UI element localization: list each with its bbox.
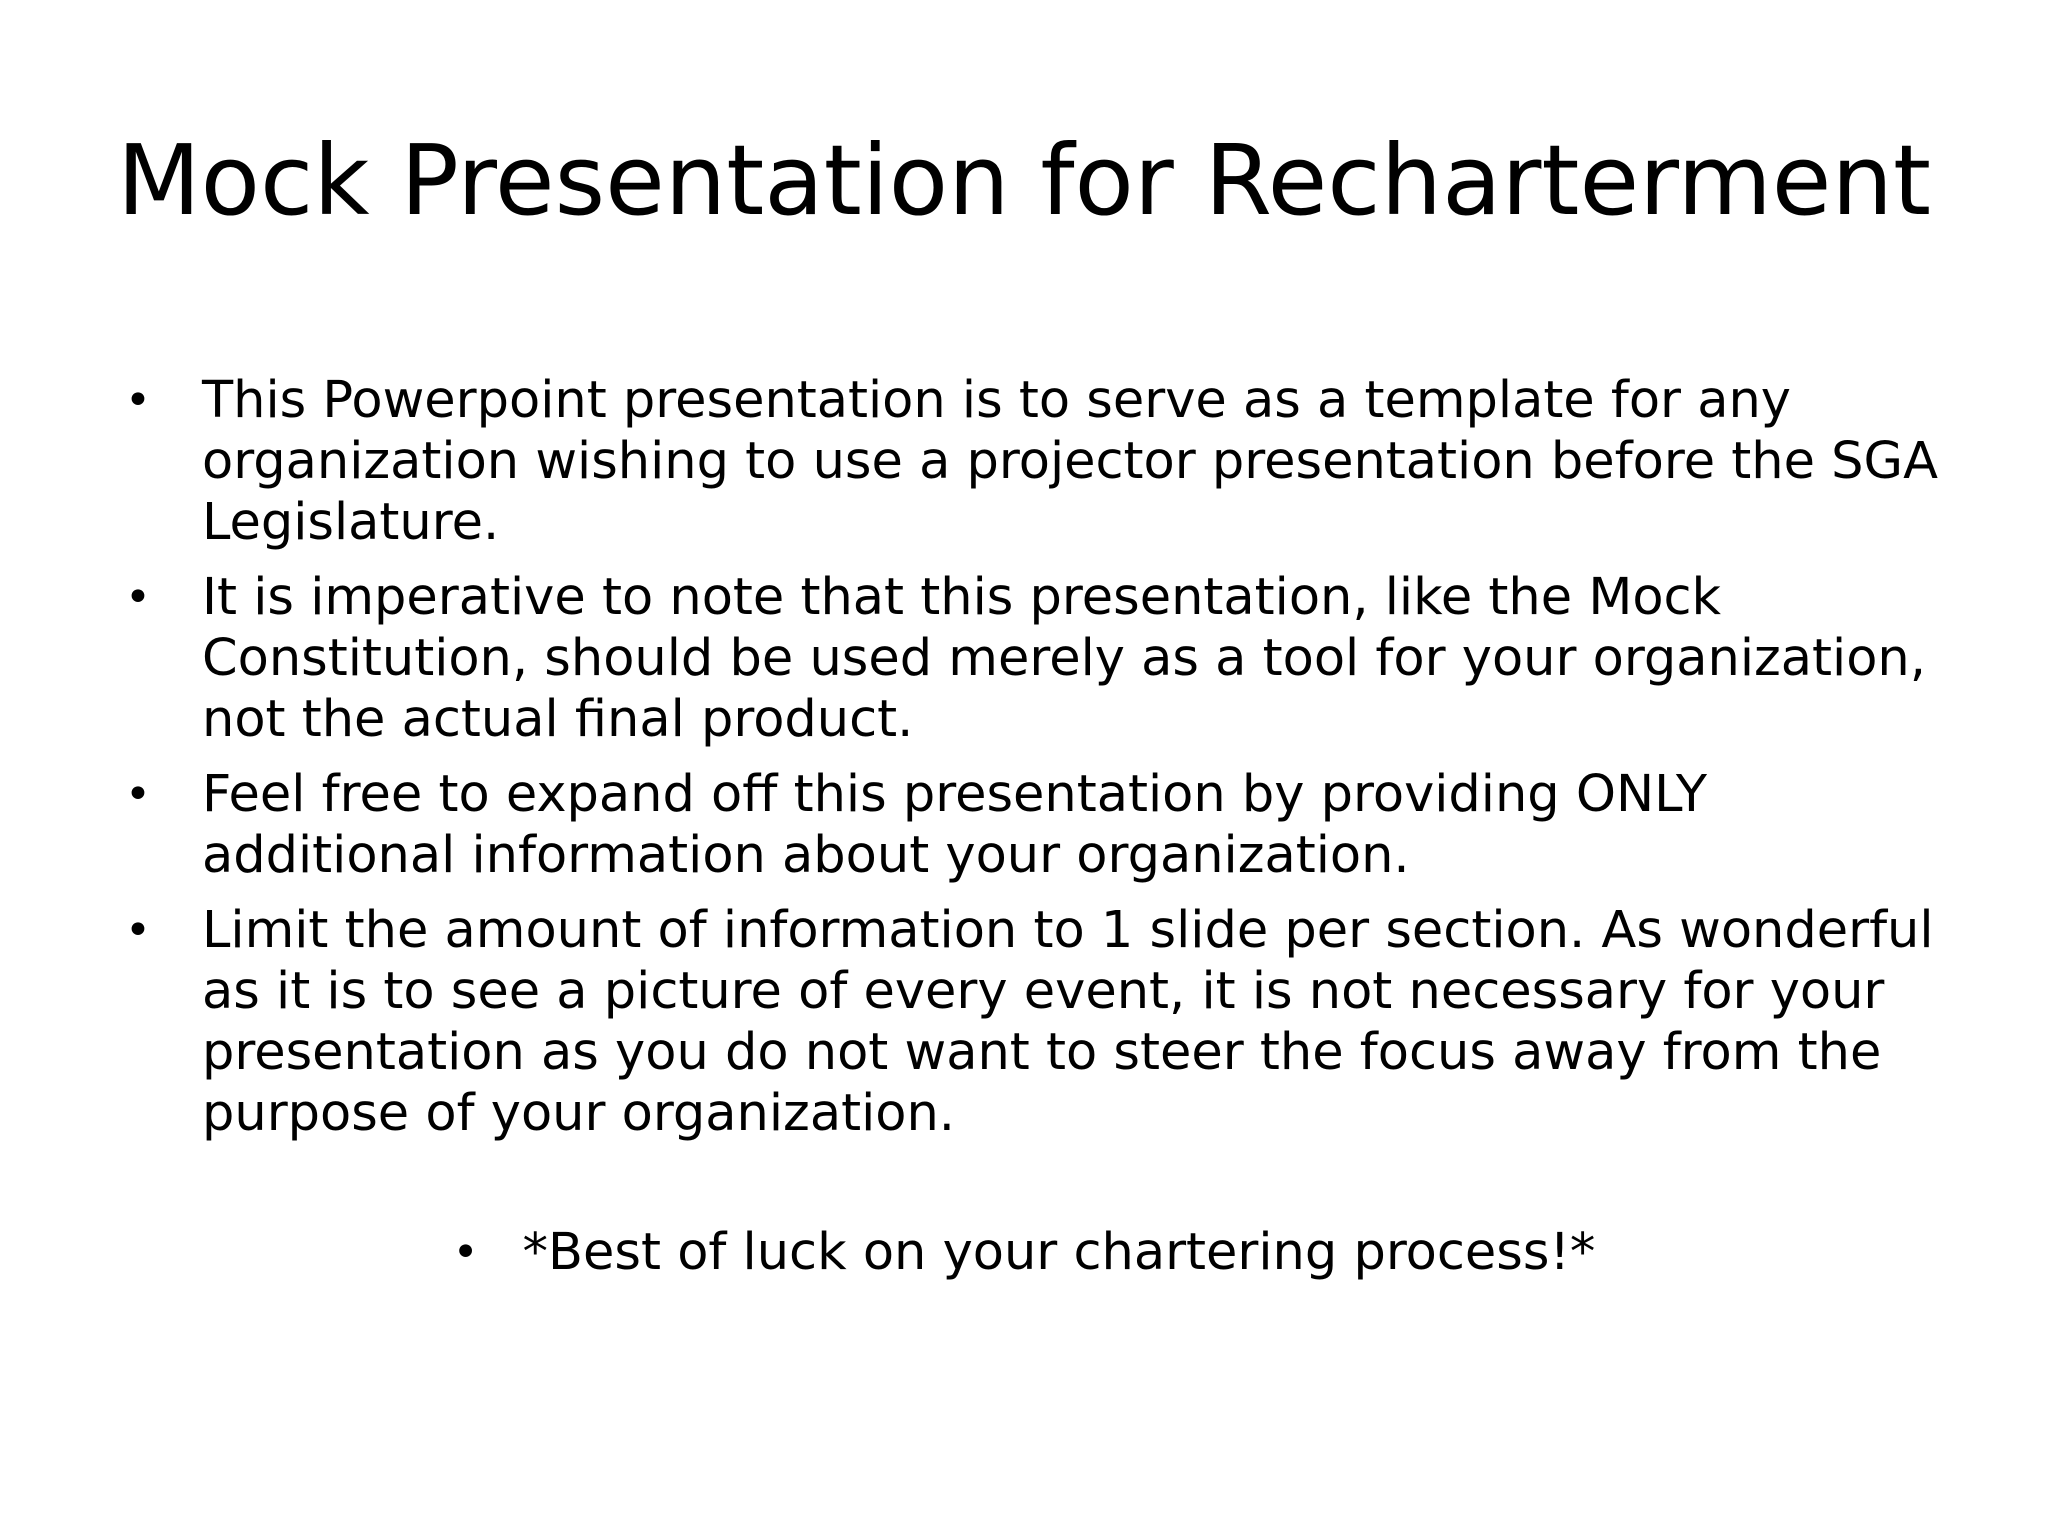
bullet-item bbox=[120, 370, 1950, 553]
bullet-marker: • bbox=[125, 769, 151, 820]
bullet-marker: • bbox=[452, 1227, 479, 1278]
bullet-list bbox=[120, 370, 1950, 1158]
bullet-text: This Powerpoint presentation is to serve as a template for any organization wishing to use a projector presentation before the SGA Legislature. bbox=[202, 371, 1938, 552]
bullet-marker: • bbox=[125, 375, 151, 426]
bullet-marker: • bbox=[125, 905, 151, 956]
bullet-item bbox=[120, 900, 1950, 1144]
bullet-text: It is imperative to note that this presentation, like the Mock Constitution, should be used merely as a tool for your organization, not the actual final product. bbox=[202, 568, 1926, 749]
bullet-item bbox=[120, 567, 1950, 750]
slide-title: Mock Presentation for Recharterment bbox=[116, 124, 1931, 237]
closing-text: *Best of luck on your chartering process!* bbox=[522, 1223, 1596, 1282]
closing-line bbox=[0, 1222, 2048, 1283]
bullet-text: Limit the amount of information to 1 slide per section. As wonderful as it is to see a picture of every event, it is not necessary for your presentation as you do not want to steer the focus away from the purpose of your organization. bbox=[202, 901, 1934, 1143]
bullet-marker: • bbox=[125, 572, 151, 623]
bullet-text: Feel free to expand off this presentation by providing ONLY additional information about your organization. bbox=[202, 765, 1707, 885]
bullet-item bbox=[120, 764, 1950, 886]
